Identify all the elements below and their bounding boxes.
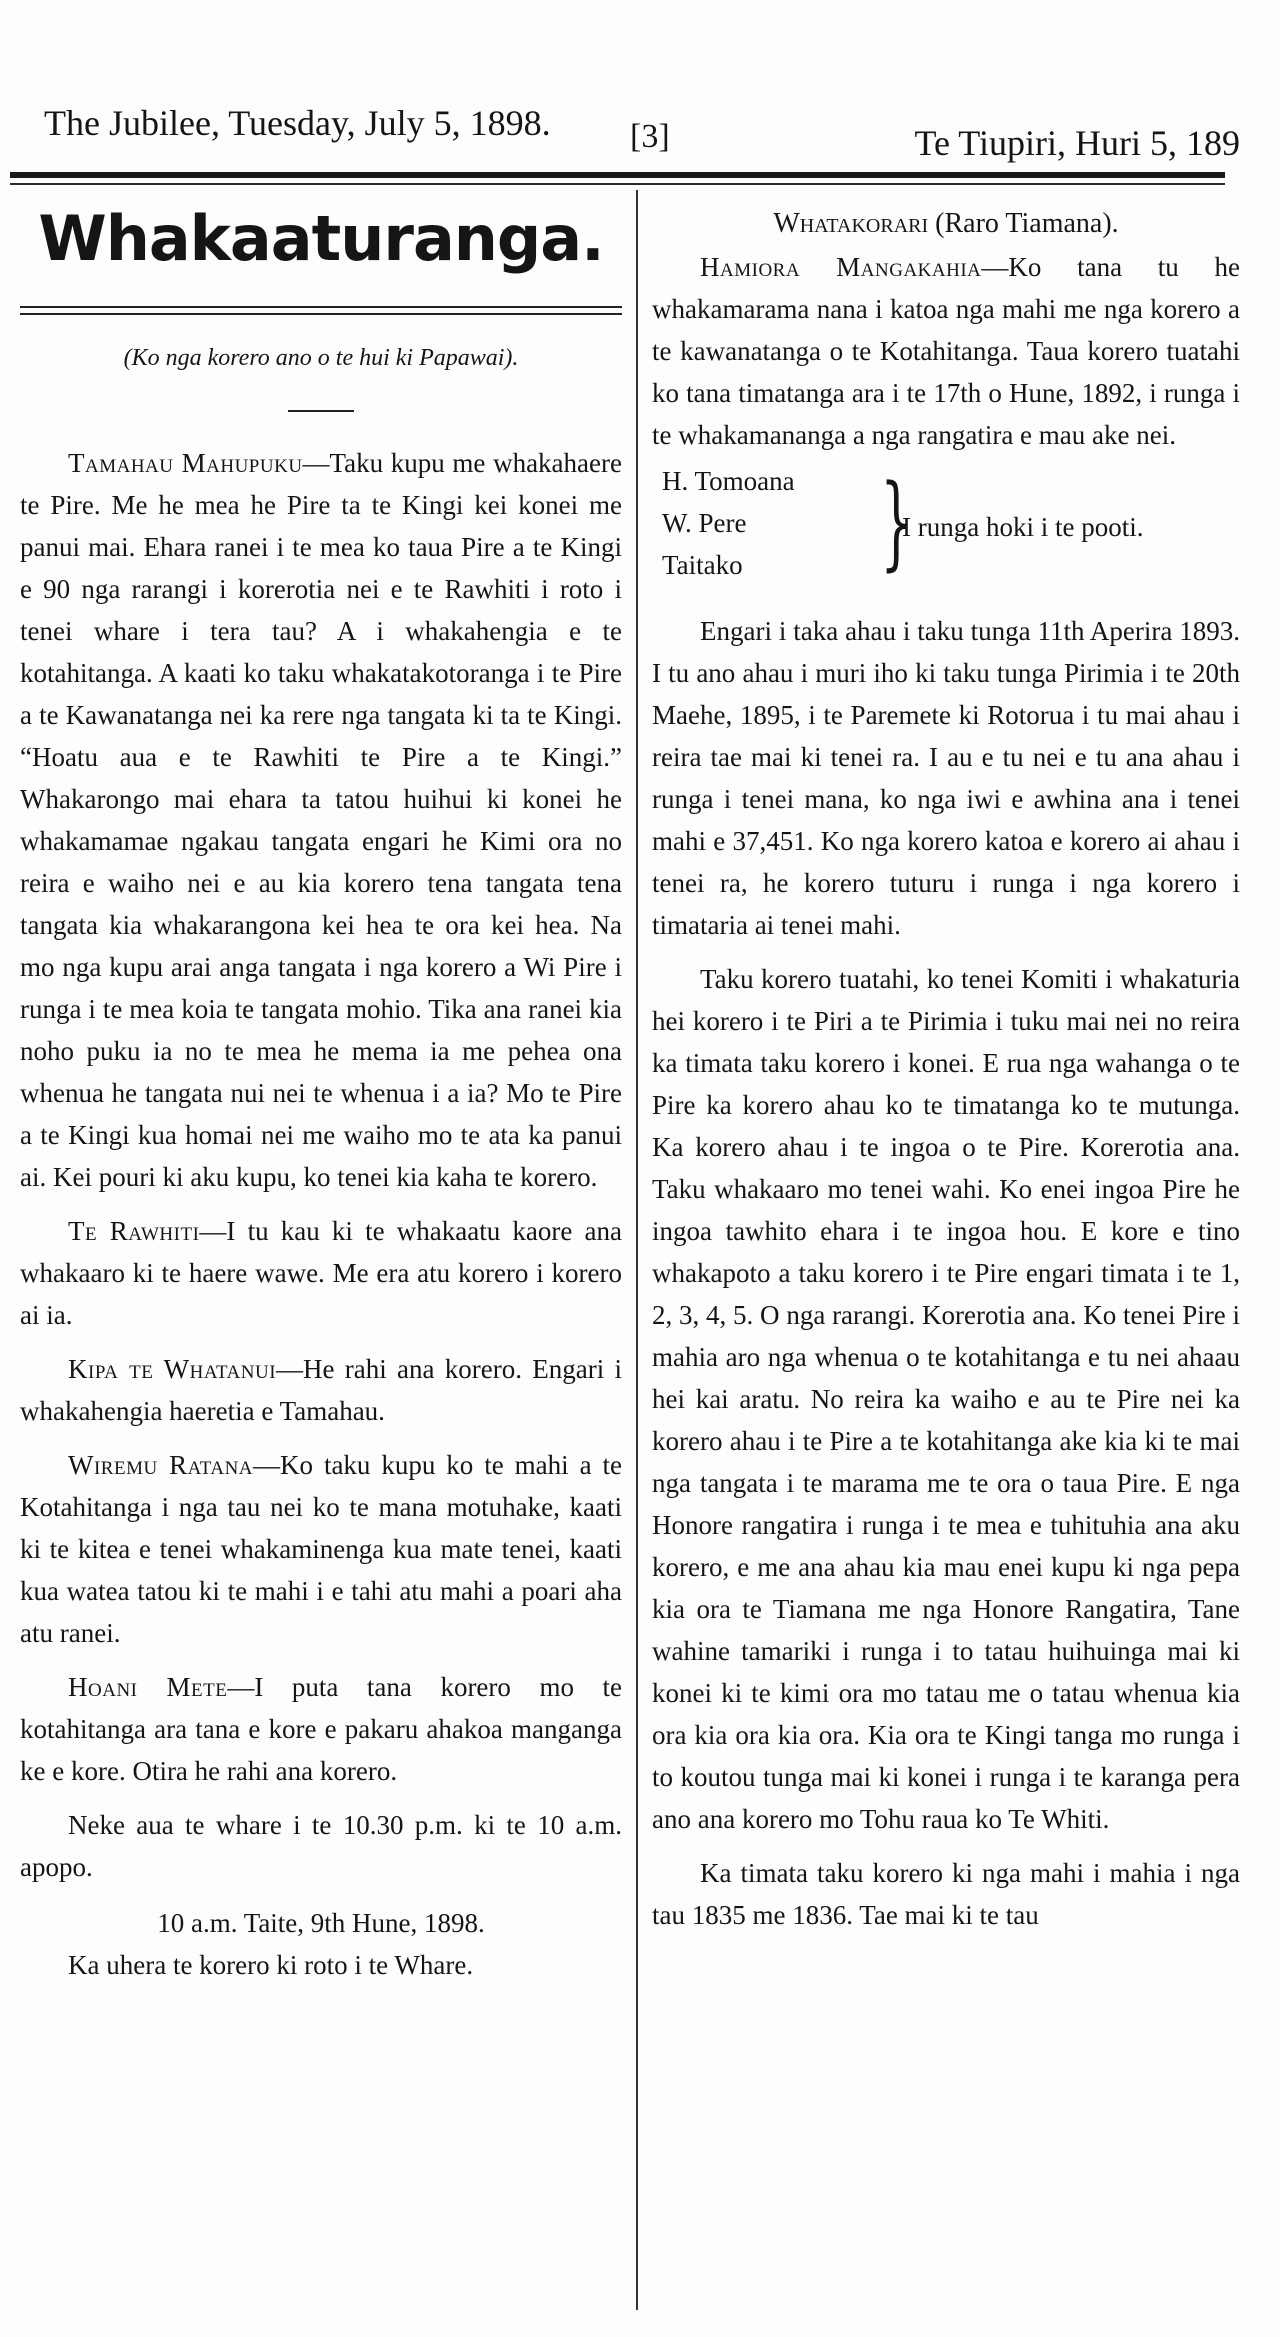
speaker-name: Hoani Mete (68, 1672, 228, 1702)
section-subtitle: (Ko nga korero ano o te hui ki Papawai). (123, 345, 519, 371)
speaker-name: Wiremu Ratana (68, 1450, 254, 1480)
names-list (652, 460, 1240, 600)
header-rule-thin (10, 183, 1225, 185)
brace-icon: } (880, 463, 913, 582)
column-divider (636, 190, 638, 2310)
column-title (652, 208, 1240, 240)
speech-text: —He rahi ana korero. Engari i whakahengia haeretia e Tamahau. (20, 1354, 622, 1426)
header-maori-date: Te Tiupiri, Huri 5, 189 (914, 123, 1240, 163)
right-column (652, 190, 1240, 1936)
names-note: I runga hoki i te pooti. (902, 512, 1144, 542)
session-opening-line: Ka uhera te korero ki roto i te Whare. (68, 1950, 474, 1980)
speaker-name: Te Rawhiti (68, 1216, 200, 1246)
speaker-name: Kipa te Whatanui (68, 1354, 277, 1384)
speech-text: —Ko tana tu he whakamarama nana i katoa nga mahi me nga korero a te kawanatanga o te Kotahitanga. Taua korero tuatahi ko tana timatanga ara i te 17th o Hune, 1892, i runga i te whakamananga a nga rangatira e mau ake nei. (652, 252, 1240, 450)
speech-paragraph (20, 1444, 622, 1654)
session-date-line: 10 a.m. Taite, 9th Hune, 1898. (157, 1908, 485, 1938)
name-item: W. Pere (662, 508, 747, 538)
speech-text: Neke aua te whare i te 10.30 p.m. ki te 10 a.m. apopo. (20, 1810, 622, 1882)
page-header (40, 90, 1240, 163)
speech-paragraph (20, 442, 622, 1198)
header-rule-thick (10, 172, 1225, 178)
name-item: Taitako (662, 550, 743, 580)
speech-text: —Taku kupu me whakahaere te Pire. Me he mea he Pire ta te Kingi kei konei me panui mai. Ehara ranei i te mea ko taua Pire a te Kingi e 90 nga rarangi i korerotia nei e te Rawhiti i roto i tenei whare i tera tau? A i whakahengia e te kotahitanga. A kaati ko taku whakatakotoranga i te Pire a te Kawanatanga nei ka rere nga tangata ki ta te Kingi. “Hoatu aua e te Rawhiti te Pire a te Kingi.” Whakarongo mai ehara ta tatou huihui ki konei he whakamamae ngakau tangata engari he Kimi ora no reira e waiho nei e au kia korero tena tangata tena tangata kia whakarangona kei hea te ora kei hea. Na mo nga kupu arai anga tangata i nga korero a Wi Pire i runga i te mea koia te tangata mohio. Tika ana ranei kia noho puku ia no te mea he mema ia me pehea ona whenua he tangata nui nei te whenua i a ia? Mo te Pire a te Kingi kua homai nei me waiho mo te ata ka panui ai. Kei pouri ki aku kupu, ko tenei kia kaha te korero. (20, 448, 622, 1192)
names (662, 460, 795, 586)
speech-paragraph (652, 246, 1240, 456)
adjournment-paragraph (20, 1804, 622, 1888)
speech-paragraph (20, 1666, 622, 1792)
speech-paragraph: Ka timata taku korero ki nga mahi i mahia i nga tau 1835 me 1836. Tae mai ki te tau (652, 1858, 1240, 1930)
speaker-name: Tamahau Mahupuku (68, 448, 303, 478)
page-number: [3] (630, 118, 670, 155)
column-title-caps: Whatakorari (773, 208, 929, 239)
speech-text: —Ko taku kupu ko te mahi a te Kotahitanga i nga tau nei ko te mana motuhake, kaati ki te kitea e tenei whakaminenga kua mate tenei, kaati kua watea tatou ki te mahi i e tahi atu mahi a poari aha atu ranei. (20, 1450, 622, 1648)
masthead-rule (20, 306, 622, 315)
speech-paragraph: Taku korero tuatahi, ko tenei Komiti i whakaturia hei korero i te Piri a te Pirimia i tuku mai nei no reira ka timata taku korero i konei. E rua nga wahanga o te Pire ka korero ahau ko te timatanga ko te mutunga. Ka korero ahau i te ingoa o te Pire. Korerotia ana. Taku whakaaro mo tenei wahi. Ko enei ingoa Pire he ingoa tawhito ehara i te ingoa hou. E kore e tino whakapoto a taku korero i te Pire engari timata i te 1, 2, 3, 4, 5. O nga rarangi. Korerotia ana. Ko tenei Pire i mahia aro nga whenua o te kotahitanga e tu nei ahaau hei kai aratu. No reira ka waiho e au te Pire nei ka korero ahau i te Pire a te kotahitanga ake kia ki te mai nga tangata i te marama me te ora o taua Pire. E nga Honore rangatira i runga i te mea e tuhituhia ana aku korero, e me ana ahau kia mau enei kupu ki nga pepa kia ora te Tiamana me nga Honore Rangatira, Tane wahine tamariki i runga i to tatau huihuinga mai ki konei ki te kimi ora mo tatau me o tatau whenua kia ora kia ora kia ora. Kia ora te Kingi tanga mo runga i to koutou tunga mai ki konei i runga i te karanga pera ano ana korero mo Tohu raua ko Te Whiti. (652, 964, 1240, 1834)
section-masthead: Whakaaturanga. (38, 202, 604, 275)
short-divider (288, 410, 354, 412)
speaker-name: Hamiora Mangakahia (700, 252, 982, 282)
speech-text: —I tu kau ki te whakaatu kaore ana whakaaro ki te haere wawe. Me era atu korero i korero ai ia. (20, 1216, 622, 1330)
speech-text: —I puta tana korero mo te kotahitanga ara tana e kore e pakaru ahakoa manganga ke e kore. Otira he rahi ana korero. (20, 1672, 622, 1786)
left-column (20, 190, 622, 1986)
column-title-rest: (Raro Tiamana). (928, 208, 1119, 239)
speech-paragraph (20, 1210, 622, 1336)
header-english-date: The Jubilee, Tuesday, July 5, 1898. (44, 103, 551, 143)
speech-paragraph (20, 1348, 622, 1432)
name-item: H. Tomoana (662, 466, 795, 496)
speech-paragraph: Engari i taka ahau i taku tunga 11th Aperira 1893. I tu ano ahau i muri iho ki taku tunga Pirimia i te 20th Maehe, 1895, i te Paremete ki Rotorua i tu mai ahau i reira tae mai ki tenei ra. I au e tu nei e tu ana ahau i runga i tenei mana, ko nga iwi e awhina ana i tenei mahi e 37,451. Ko nga korero katoa e korero ai ahau i tenei ra, he korero tuturu i runga i nga korero i timataria ai tenei mahi. (652, 616, 1240, 940)
